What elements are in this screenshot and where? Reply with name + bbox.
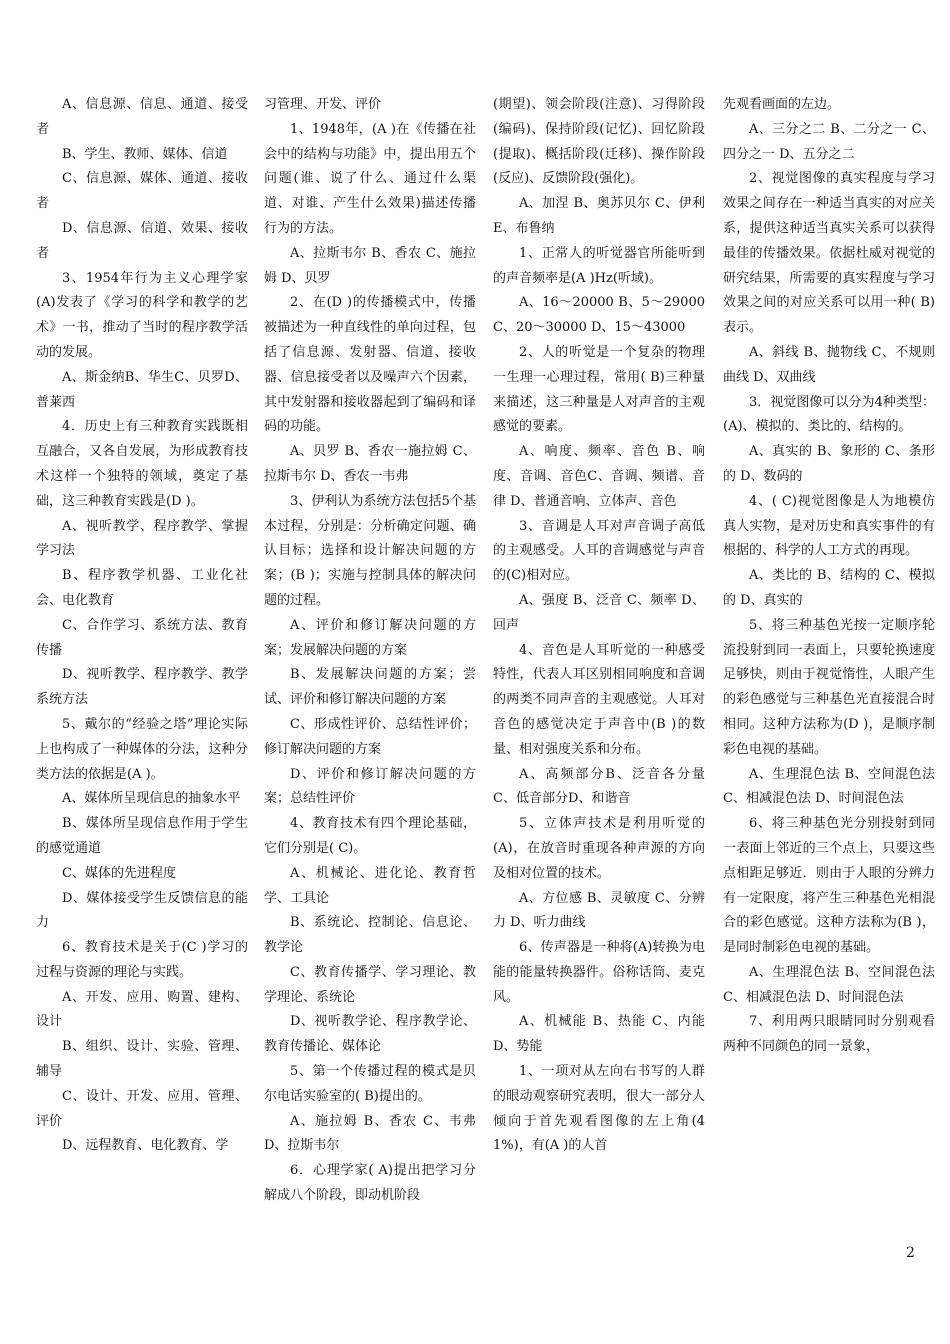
text-column-3: [493, 93, 705, 1159]
paragraph: D、远程教育、电化教育、学: [62, 1138, 229, 1154]
paragraph: 3、伊利认为系统方法包括5个基本过程，分别是：分析确定问题、确认目标；选择和设计解决问题的方案；(B )；实施与控制具体的解决问题的过程。: [264, 493, 476, 608]
paragraph: 5、立体声技术是利用听觉的(A)，在放音时重现各种声源的方向及相对位置的技术。: [493, 816, 705, 881]
paragraph: A、类比的 B、结构的 C、模拟的 D、真实的: [723, 568, 935, 608]
paragraph: A、视听教学、程序教学、掌握学习法: [36, 518, 248, 559]
paragraph: 7、利用两只眼睛同时分别观看两种不同颜色的同一景象，: [723, 1014, 935, 1055]
paragraph: C、媒体的先进程度: [62, 865, 176, 881]
paragraph: A、强度 B、泛音 C、频率 D、回声: [493, 592, 705, 633]
paragraph: A、机械能 B、热能 C、内能 D、势能: [493, 1014, 705, 1055]
text-column-4: [723, 93, 935, 1060]
paragraph: A、真实的 B、象形的 C、条形的 D、数码的: [723, 444, 935, 484]
paragraph: B、学生、教师、媒体、信道: [62, 146, 228, 162]
paragraph: 3．视觉图像可以分为4种类型：(A)、模拟的、类比的、结构的。: [723, 394, 935, 435]
paragraph: 4、( C)视觉图像是人为地模仿真人实物，是对历史和真实事件的有根据的、科学的人工方式的再现。: [723, 493, 935, 559]
paragraph: B、组织、设计、实验、管理、辅导: [36, 1039, 248, 1080]
paragraph: 5、将三种基色光按一定顺序轮流投射到同一表面上，只要轮换速度足够快，则由于视觉惰性，人眼产生的彩色感觉与三种基色光直接混合时相同。这种方法称为(D )，是顺序制彩色电视的基础。: [723, 617, 935, 757]
paragraph: A、评价和修订解决问题的方案；发展解决问题的方案: [264, 617, 476, 658]
paragraph: A、拉斯韦尔 B、香农 C、施拉姆 D、贝罗: [264, 245, 476, 286]
text-column-2: [264, 93, 476, 1209]
paragraph: C、教育传播学、学习理论、教学理论、系统论: [264, 964, 476, 1005]
paragraph: B、媒体所呈现信息作用于学生的感觉通道: [36, 816, 248, 856]
paragraph: A、高频部分B、泛音各分量 C、低音部分D、和谐音: [493, 766, 705, 807]
paragraph: 2、人的听觉是一个复杂的物理一生理一心理过程，常用( B)三种量来描述，这三种量是人对声音的主观感觉的要素。: [493, 344, 705, 435]
paragraph: B、程序教学机器、工业化社会、电化教育: [36, 568, 248, 608]
paragraph: A、贝罗 B、香农一施拉姆 C、拉斯韦尔 D、香农一韦弗: [264, 444, 476, 484]
paragraph: 3、1954年行为主义心理学家(A)发表了《学习的科学和教学的艺术》一书，推动了当时的程序教学活动的发展。: [36, 270, 248, 360]
paragraph: 6．心理学家( A)提出把学习分解成八个阶段，即动机阶段: [264, 1163, 476, 1204]
paragraph: (期望)、领会阶段(注意)、习得阶段(编码)、保持阶段(记忆)、回忆阶段(提取)、概括阶段(迁移)、操作阶段(反应)、反馈阶段(强化)。: [493, 97, 705, 187]
paragraph: A、信息源、信息、通道、接受者: [36, 97, 248, 137]
paragraph: A、斜线 B、抛物线 C、不规则曲线 D、双曲线: [723, 344, 935, 385]
paragraph: A、方位感 B、灵敏度 C、分辨力 D、听力曲线: [493, 890, 705, 931]
paragraph: 2、视觉图像的真实程度与学习效果之间存在一种适当真实的对应关系，提供这种适当真实关系可以获得最佳的传播效果。依据杜威对视觉的研究结果，所需要的真实程度与学习效果之间的对应关系可以用一种( B)表示。: [723, 171, 935, 336]
paragraph: A、生理混色法 B、空间混色法 C、相减混色法 D、时间混色法: [723, 964, 935, 1005]
paragraph: 6、将三种基色光分别投射到同一表面上邻近的三个点上，只要这些点相距足够近．则由于人眼的分辨力有一定限度，将产生三种基色光相混合的彩色感觉。这种方法称为(B )，是同时制彩色电视的基础。: [723, 816, 935, 956]
paragraph: C、设计、开发、应用、管理、评价: [36, 1088, 248, 1129]
paragraph: 3、音调是人耳对声音调子高低的主观感受。人耳的音调感觉与声音的(C)相对应。: [493, 518, 705, 584]
paragraph: B、发展解决问题的方案；尝试、评价和修订解决问题的方案: [264, 667, 476, 708]
paragraph: 4．历史上有三种教育实践既相互融合，又各自发展，为形成教育技术这样一个独特的领域，奠定了基础，这三种教育实践是(D )。: [36, 419, 248, 509]
paragraph: 6、传声器是一种将(A)转换为电能的能量转换器件。俗称话筒、麦克风。: [493, 940, 705, 1005]
paragraph: 1、一项对从左向右书写的人群的眼动观察研究表明，很大一部分人倾向于首先观看图像的左上角(41%)，有(A )的人首: [493, 1064, 705, 1154]
paragraph: A、三分之二 B、二分之一 C、四分之一 D、五分之二: [723, 121, 935, 162]
text-column-1: [36, 93, 248, 1159]
paragraph: D、评价和修订解决问题的方案；总结性评价: [264, 766, 476, 807]
paragraph: A、生理混色法 B、空间混色法 C、相减混色法 D、时间混色法: [723, 766, 935, 807]
page-number: 2: [906, 1245, 915, 1261]
paragraph: D、视听教学论、程序教学论、教育传播论、媒体论: [264, 1014, 476, 1055]
paragraph: 6、教育技术是关于(C )学习的过程与资源的理论与实践。: [36, 940, 248, 980]
paragraph: A、16～20000 B、5～29000 C、20～30000 D、15～43000: [493, 295, 705, 336]
paragraph: A、施拉姆 B、香农 C、韦弗 D、拉斯韦尔: [264, 1113, 476, 1154]
paragraph: 先观看画面的左边。: [723, 97, 841, 112]
paragraph: C、形成性评价、总结性评价；修订解决问题的方案: [264, 716, 476, 757]
paragraph: 习管理、开发、评价: [264, 97, 382, 112]
paragraph: 1、正常人的听觉器官所能听到的声音频率是(A )Hz(听域)。: [493, 245, 705, 286]
paragraph: D、信息源、信道、效果、接收者: [36, 220, 248, 261]
paragraph: 2、在(D )的传播模式中，传播被描述为一种直线性的单向过程，包括了信息源、发射器、信道、接收器、信息接受者以及噪声六个因素，其中发射器和接收器起到了编码和译码的功能。: [264, 295, 476, 435]
paragraph: 1、1948年，(A )在《传播在社会中的结构与功能》中，提出用五个问题(谁、说了什么、通过什么渠道、对谁、产生什么效果)描述传播行为的方法。: [264, 121, 476, 236]
paragraph: A、响度、频率、音色 B、响度、音调、音色C、音调、频谱、音律 D、普通音响、立体声、音色: [493, 444, 705, 509]
paragraph: A、斯金纳B、华生C、贝罗D、普莱西: [36, 369, 248, 410]
paragraph: 5、戴尔的“经验之塔”理论实际上也构成了一种媒体的分法，这种分类方法的依据是(A )。: [36, 716, 248, 782]
paragraph: A、机械论、进化论、教育哲学、工具论: [264, 865, 476, 906]
paragraph: 5、第一个传播过程的模式是贝尔电话实验室的( B)提出的。: [264, 1064, 476, 1104]
paragraph: C、信息源、媒体、通道、接收者: [36, 171, 248, 212]
paragraph: A、加涅 B、奥苏贝尔 C、伊利 E、布鲁纳: [493, 196, 705, 236]
paragraph: A、开发、应用、购置、建构、设计: [36, 989, 248, 1030]
paragraph: 4、教育技术有四个理论基础，它们分别是( C)。: [264, 816, 476, 856]
paragraph: D、媒体接受学生反馈信息的能力: [36, 890, 248, 931]
paragraph: 4、音色是人耳听觉的一种感受特性，代表人耳区别相同响度和音调的两类不同声音的主观感觉。人耳对音色的感觉决定于声音中(B )的数量、相对强度关系和分布。: [493, 642, 705, 757]
paragraph: D、视听教学、程序教学、教学系统方法: [36, 667, 248, 708]
paragraph: C、合作学习、系统方法、教育传播: [36, 617, 248, 658]
paragraph: B、系统论、控制论、信息论、教学论: [264, 915, 476, 956]
paragraph: A、媒体所呈现信息的抽象水平: [62, 791, 241, 807]
